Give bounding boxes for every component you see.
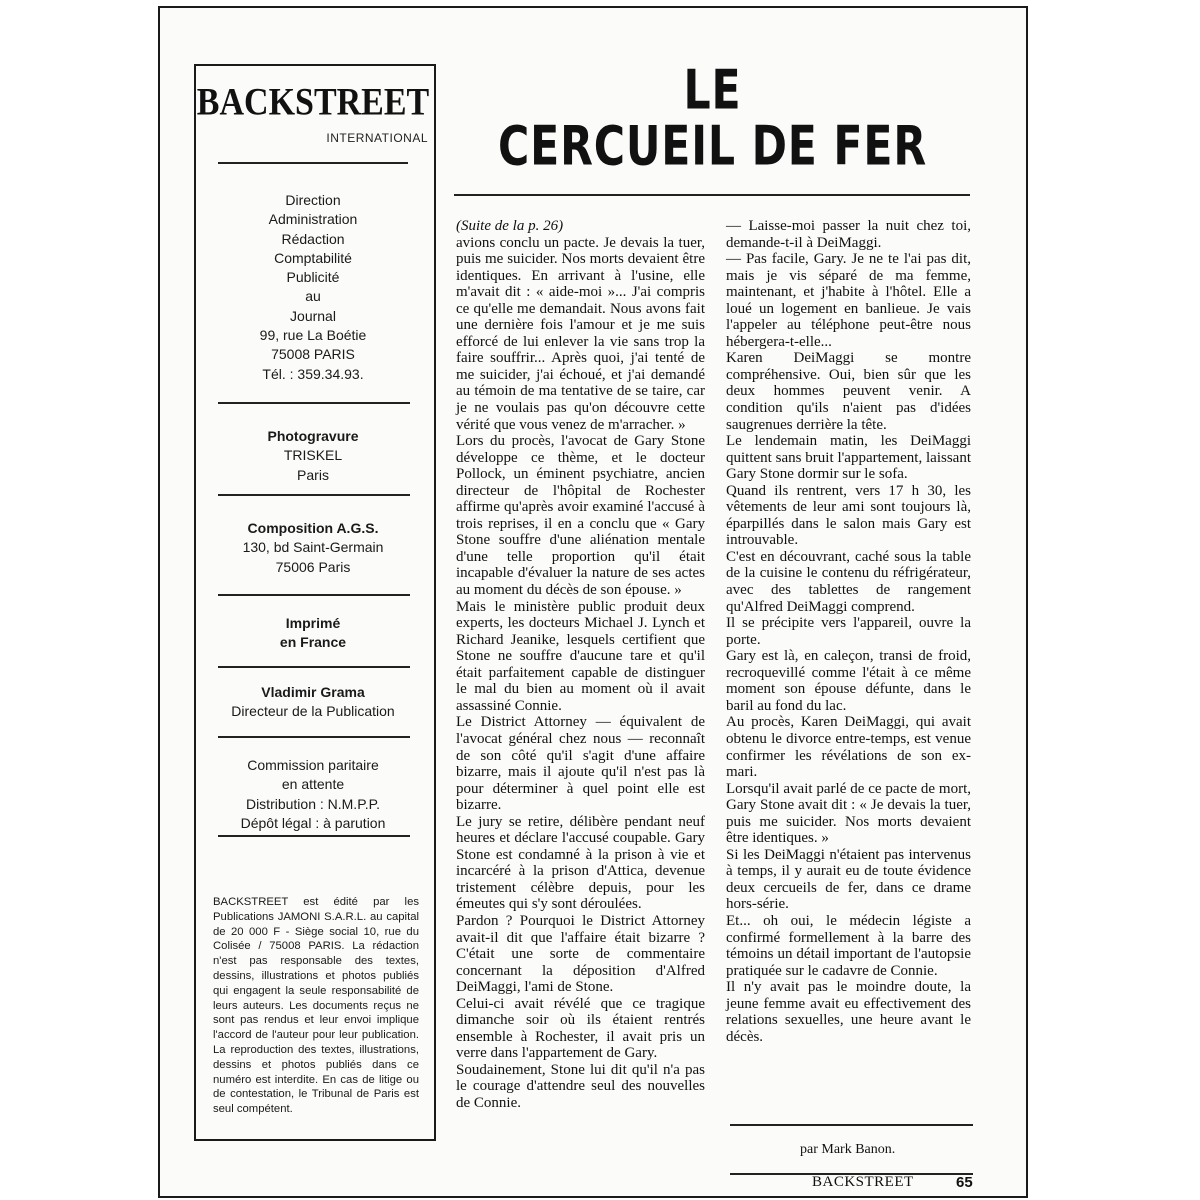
- page-number: 65: [956, 1174, 973, 1191]
- article-paragraph: Soudainement, Stone lui dit qu'il n'a pas le courage d'attendre seul des nouvelles de Connie.: [456, 1061, 705, 1111]
- article-title-line2: CERCUEIL DE FER: [498, 114, 927, 178]
- masthead-brand-subtitle: INTERNATIONAL: [326, 131, 428, 145]
- composition-block: [194, 519, 432, 577]
- director-name: Vladimir Grama: [261, 684, 365, 700]
- printed-line: en France: [279, 634, 347, 651]
- address-line: Journal: [290, 307, 336, 324]
- byline: par Mark Banon.: [800, 1142, 896, 1157]
- address-block: [194, 191, 432, 384]
- title-underline: [454, 194, 970, 196]
- article-column-2: [726, 218, 971, 1045]
- address-line: Publicité: [286, 269, 340, 286]
- article-paragraph: — Pas facile, Gary. Je ne te l'ai pas dit, mais je vis séparé de ma femme, maintenant, et j'habite à l'hôtel. Elle a loué un logement en banlieue. Je vais l'appeler au téléphone peut-être nous hébergera-t-elle...: [726, 251, 971, 350]
- article-paragraph: Si les DeiMaggi n'étaient pas intervenus à temps, il y aurait eu de toute évidence deux cercueils de fer, dans ce drame hors-série.: [726, 846, 971, 913]
- article-paragraph: Au procès, Karen DeiMaggi, qui avait obtenu le divorce entre-temps, est venue confirmer les révélations de son ex-mari.: [726, 714, 971, 781]
- address-line: Rédaction: [281, 230, 345, 247]
- article-paragraph: Le District Attorney — équivalent de l'avocat général chez nous — reconnaît de son côté qu'il s'agit d'une affaire bizarre, mais il ajoute qu'il n'est pas là pour déterminer à quel point elle est bizarre.: [456, 714, 705, 814]
- director-block: [194, 683, 432, 722]
- composition-street: 130, bd Saint-Germain: [242, 539, 384, 556]
- masthead-divider: [218, 594, 410, 596]
- printed-line: Imprimé: [285, 615, 341, 631]
- distribution-line: Commission paritaire: [247, 757, 379, 773]
- address-line: Direction: [285, 192, 341, 208]
- article-column-1: [456, 218, 705, 1112]
- address-line: Tél. : 359.34.93.: [262, 365, 364, 382]
- article-paragraph: Mais le ministère public produit deux experts, les docteurs Michael J. Lynch et Richard Jeanike, lesquels certifient que Stone ne souffre d'aucune tare et qu'il était parfaitement capable de distinguer le mal du bien au moment où il avait assassiné Connie.: [456, 598, 705, 714]
- address-line: Comptabilité: [274, 249, 352, 266]
- continued-from: (Suite de la p. 26): [456, 218, 564, 234]
- photogravure-name: TRISKEL: [283, 447, 343, 464]
- masthead-divider: [218, 736, 410, 738]
- masthead-divider: [218, 835, 410, 837]
- article-paragraph: avions conclu un pacte. Je devais la tuer, puis me suicider. Nos morts devaient être identiques. En arrivant à l'usine, elle m'avait dit : « aide-moi »... J'ai compris ce qu'elle me demandait. Nous avons fait une dernière fois l'amour et je me suis efforcé de lui enlever la vie sans trop la faire souffrir... Après quoi, j'ai tenté de me suicider, j'ai échoué, et j'ai demandé au témoin de ma tentative de se taire, car je ne voulais pas qu'on découvre cette vérité que vous venez de m'arracher. »: [456, 234, 705, 433]
- masthead-divider: [218, 666, 410, 668]
- distribution-line: en attente: [281, 776, 345, 793]
- masthead-brand: BACKSTREET: [196, 81, 430, 124]
- article-paragraph: Il se précipite vers l'appareil, ouvre la porte.: [726, 615, 971, 648]
- address-line: Administration: [268, 211, 358, 228]
- distribution-line: Dépôt légal : à parution: [240, 814, 386, 831]
- article-paragraph: Pardon ? Pourquoi le District Attorney avait-il dit que l'affaire était bizarre ? C'était une sorte de commentaire concernant la déposition d'Alfred DeiMaggi, l'ami de Stone.: [456, 912, 705, 996]
- photogravure-block: [194, 427, 432, 485]
- article-paragraph: Celui-ci avait révélé que ce tragique dimanche soir où ils étaient rentrés ensemble à Rochester, il avait pris un verre dans l'appartement de Gary.: [456, 995, 705, 1062]
- distribution-block: [194, 756, 432, 833]
- masthead-divider: [218, 162, 408, 164]
- article-paragraph: Le jury se retire, délibère pendant neuf heures et déclare l'accusé coupable. Gary Stone est condamné à la prison à vie et incarcéré à la prison d'Attica, devenue tristement célèbre depuis, pour les émeutes qui s'y sont déroulées.: [456, 813, 705, 913]
- article-paragraph: — Laisse-moi passer la nuit chez toi, demande-t-il à DeiMaggi.: [726, 218, 971, 251]
- article-title-line1: LE: [683, 58, 742, 122]
- article-paragraph: Et... oh oui, le médecin légiste a confirmé formellement à la barre des témoins un détail important de l'autopsie pratiquée sur le cadavre de Connie.: [726, 912, 971, 979]
- byline-rule-top: [730, 1124, 973, 1126]
- address-line: au: [305, 288, 321, 305]
- address-line: 75008 PARIS: [271, 346, 355, 363]
- article-paragraph: Le lendemain matin, les DeiMaggi quittent sans bruit l'appartement, laissant Gary Stone dormir sur le sofa.: [726, 433, 971, 483]
- address-line: 99, rue La Boétie: [259, 327, 367, 344]
- masthead-divider: [218, 494, 410, 496]
- footer-brand: BACKSTREET: [812, 1174, 914, 1190]
- article-paragraph: Karen DeiMaggi se montre compréhensive. Oui, bien sûr que les deux hommes peuvent venir. A condition qu'ils n'aient pas d'idées saugrenues derrière la tête.: [726, 350, 971, 433]
- distribution-line: Distribution : N.M.P.P.: [245, 795, 381, 812]
- legal-notice: BACKSTREET est édité par les Publications JAMONI S.A.R.L. au capital de 20 000 F - Siège social 10, rue du Colisée / 75008 PARIS. La rédaction n'est pas responsable des textes, dessins, illustrations et photos publiés qui engagent la seule responsabilité de leurs auteurs. Les documents reçus ne sont pas rendus et leur envoi implique l'accord de l'auteur pour leur publication. La reproduction des textes, illustrations, dessins et photos publiés dans ce numéro est interdite. En cas de litige ou de contestation, le Tribunal de Paris est seul compétent.: [213, 896, 419, 1116]
- composition-title: Composition A.G.S.: [247, 520, 379, 536]
- article-paragraph: Lors du procès, l'avocat de Gary Stone développe ce thème, et le docteur Pollock, un éminent psychiatre, ancien directeur de l'hôpital de Rochester affirme qu'après avoir examiné l'accusé à trois reprises, il en a conclu que « Gary Stone souffre d'une aliénation mentale d'une telle proportion qu'il était incapable d'évaluer la nature de ses actes au moment du décès de son épouse. »: [456, 433, 705, 599]
- article-paragraph: Gary est là, en caleçon, transi de froid, recroquevillé comme l'était à ce même moment son épouse défunte, dans le baril au fond du lac.: [726, 648, 971, 714]
- photogravure-city: Paris: [297, 466, 329, 483]
- masthead-divider: [218, 402, 410, 404]
- article-paragraph: Il n'y avait pas le moindre doute, la jeune femme avait eu effectivement des relations sexuelles, une heure avant le décès.: [726, 979, 971, 1045]
- article-paragraph: C'est en découvrant, caché sous la table de la cuisine le contenu du réfrigérateur, avec des tablettes de rangement qu'Alfred DeiMaggi comprend.: [726, 548, 971, 615]
- director-role: Directeur de la Publication: [231, 703, 395, 720]
- article-paragraph: Lorsqu'il avait parlé de ce pacte de mort, Gary Stone avait dit : « Je devais la tuer, puis me suicider. Nos morts devaient être identiques. »: [726, 780, 971, 847]
- photogravure-title: Photogravure: [267, 428, 359, 444]
- article-paragraph: Quand ils rentrent, vers 17 h 30, les vêtements de leur ami sont toujours là, éparpillés dans le salon mais Gary est introuvable.: [726, 482, 971, 549]
- composition-city: 75006 Paris: [275, 558, 351, 575]
- printed-block: [194, 614, 432, 653]
